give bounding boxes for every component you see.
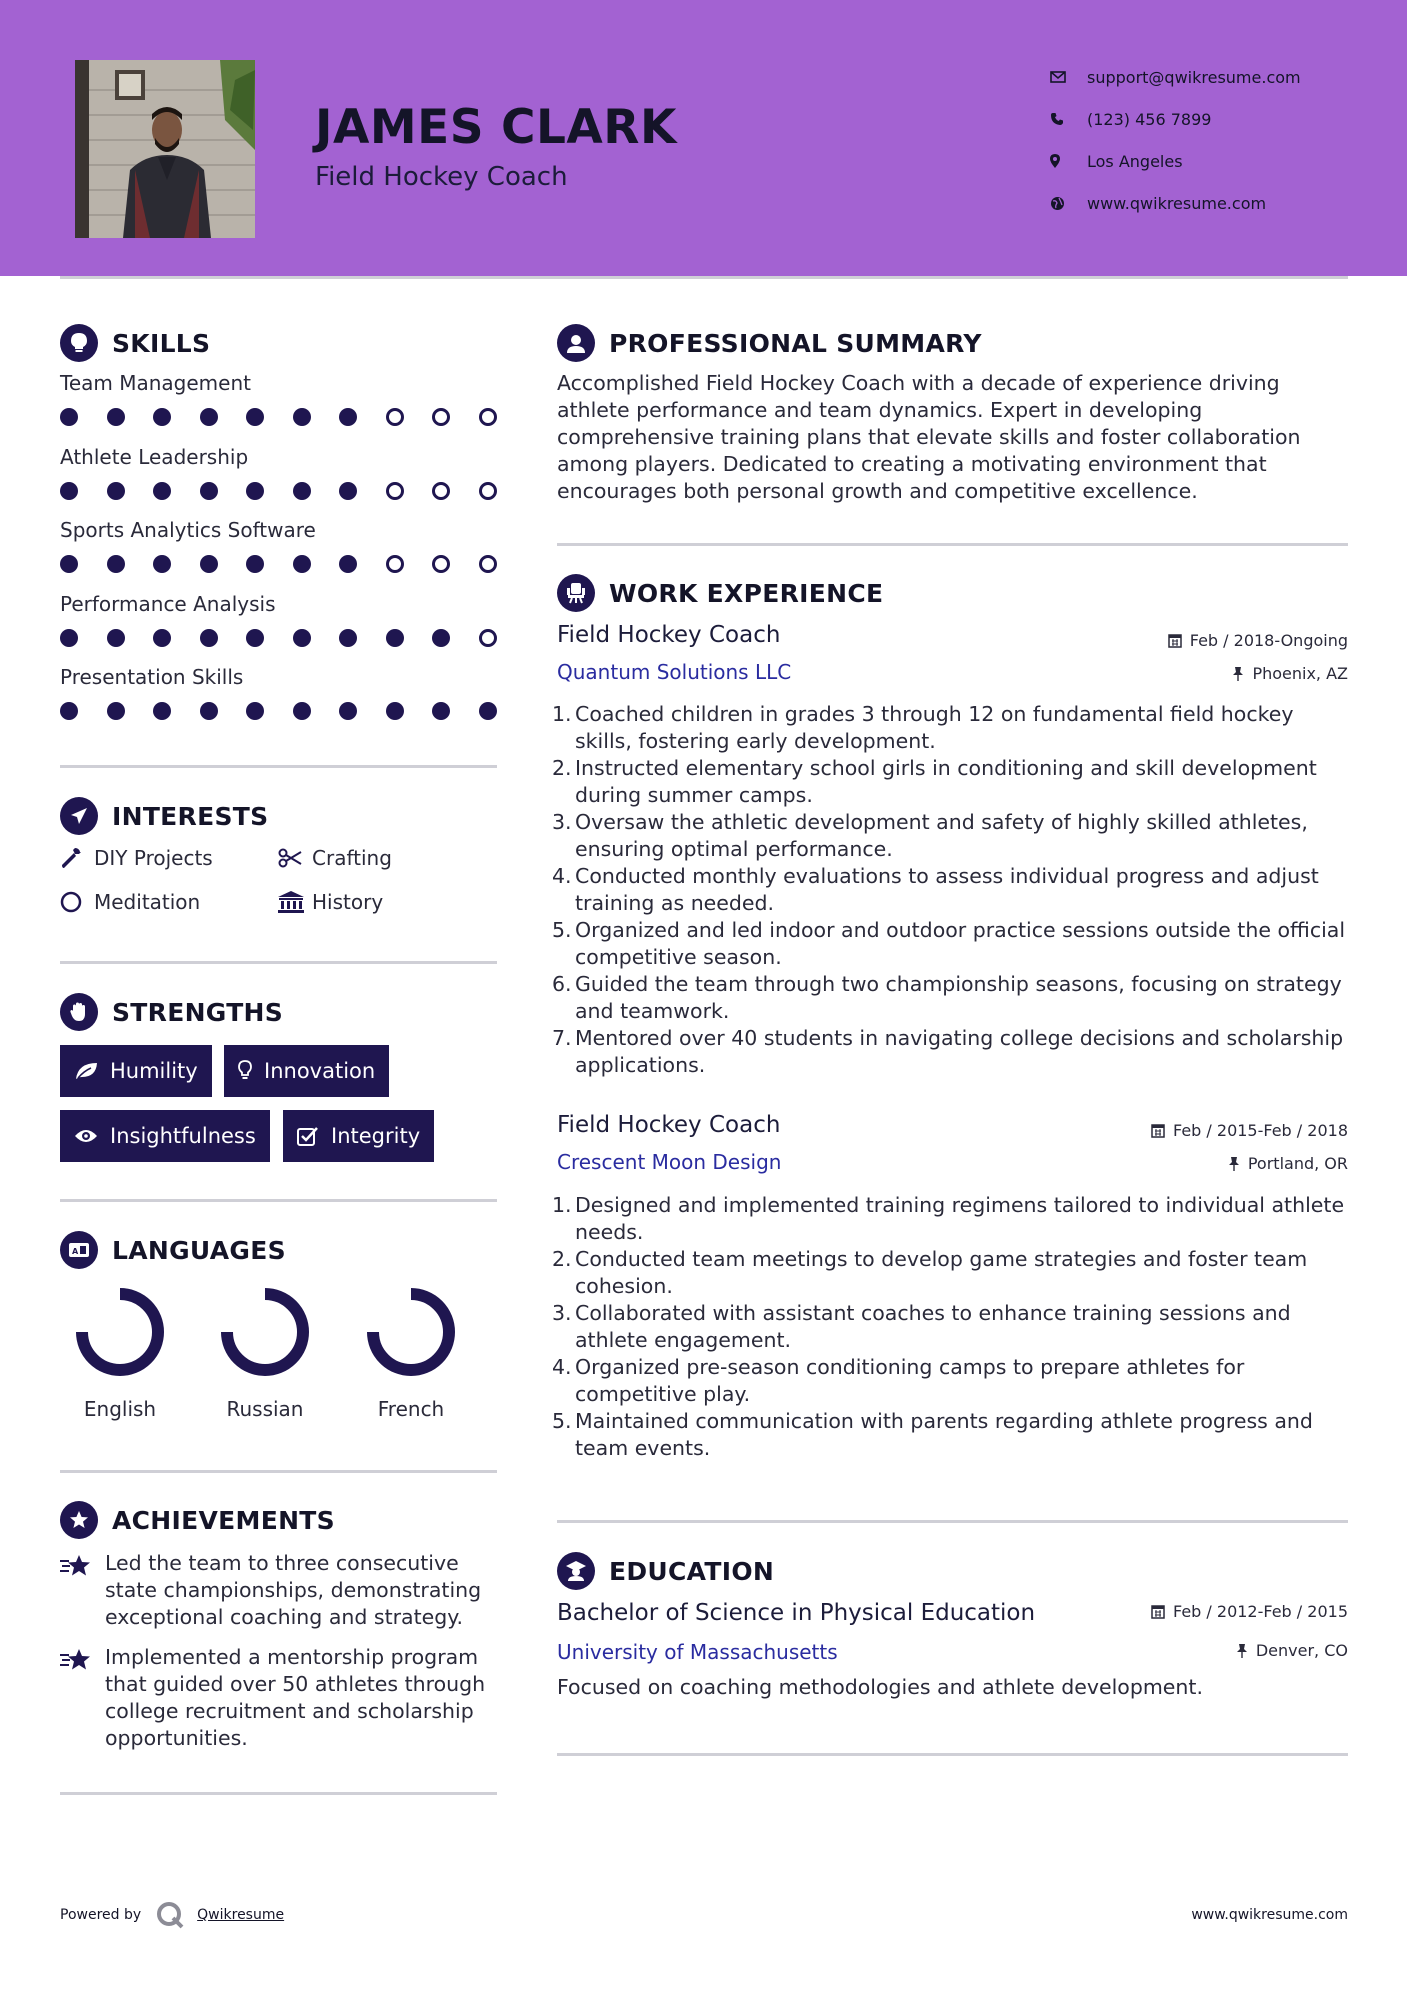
- achievements-title: ACHIEVEMENTS: [112, 1505, 335, 1535]
- qwikresume-logo-icon: [155, 1900, 185, 1930]
- achievements-divider: [60, 1792, 497, 1795]
- list-number: 2.: [552, 1247, 572, 1271]
- globe-icon: [1050, 193, 1087, 213]
- responsibility-item: [552, 1408, 1355, 1462]
- rating-dot-filled: [432, 629, 450, 647]
- language-gauge: [336, 1282, 486, 1382]
- responsibility-text: Collaborated with assistant coaches to enhance training sessions and athlete engagement.: [575, 1301, 1291, 1352]
- rating-dot-filled: [246, 629, 264, 647]
- rating-dot-filled: [153, 702, 171, 720]
- envelope-icon: [1050, 67, 1087, 87]
- profile-photo: [75, 60, 255, 238]
- job-dates-text: Feb / 2015-Feb / 2018: [1173, 1121, 1348, 1140]
- rating-dot-filled: [200, 408, 218, 426]
- rating-dot-empty: [432, 408, 450, 426]
- language-item: [45, 1282, 195, 1421]
- job-title: Field Hockey Coach: [557, 1112, 781, 1138]
- list-number: 4.: [552, 1355, 572, 1379]
- contact-email-text: support@qwikresume.com: [1087, 67, 1301, 87]
- rating-dot-empty: [432, 482, 450, 500]
- responsibility-text: Conducted monthly evaluations to assess individual progress and adjust training as needed.: [575, 864, 1319, 915]
- interest-label: Crafting: [312, 846, 392, 870]
- rating-dot-filled: [60, 482, 78, 500]
- language-icon: [60, 1231, 98, 1269]
- user-icon: [557, 324, 595, 362]
- rating-dot-filled: [200, 482, 218, 500]
- job-responsibilities: [552, 1192, 1355, 1462]
- skill-rating: [60, 408, 500, 428]
- education-dates-text: Feb / 2012-Feb / 2015: [1173, 1602, 1348, 1621]
- rating-dot-filled: [246, 702, 264, 720]
- responsibility-item: [552, 1300, 1355, 1354]
- rating-dot-filled: [60, 408, 78, 426]
- contact-email[interactable]: [1050, 56, 1390, 98]
- rating-dot-filled: [153, 555, 171, 573]
- strengths-heading: [60, 993, 283, 1031]
- skill-name: Presentation Skills: [60, 665, 244, 689]
- contact-location-text: Los Angeles: [1087, 151, 1183, 171]
- rating-dot-filled: [246, 555, 264, 573]
- languages-title: LANGUAGES: [112, 1235, 286, 1265]
- responsibility-item: [552, 809, 1355, 863]
- leaf-icon: [74, 1061, 98, 1081]
- education-title: EDUCATION: [609, 1556, 775, 1586]
- responsibility-text: Mentored over 40 students in navigating college decisions and scholarship applications.: [575, 1026, 1344, 1077]
- skill-name: Athlete Leadership: [60, 444, 249, 469]
- contact-list: [1050, 56, 1390, 224]
- responsibility-text: Guided the team through two championship seasons, focusing on strategy and teamwork.: [575, 972, 1342, 1023]
- education-heading: [557, 1552, 774, 1590]
- responsibility-item: [552, 971, 1355, 1025]
- hand-icon: [60, 993, 98, 1031]
- rating-dot-filled: [153, 482, 171, 500]
- lightbulb-icon: [60, 324, 98, 362]
- rating-dot-empty: [386, 482, 404, 500]
- skill-rating: [60, 555, 500, 575]
- wrench-icon: [60, 847, 94, 869]
- responsibility-text: Oversaw the athletic development and safety of highly skilled athletes, ensuring optimal performance.: [575, 810, 1308, 861]
- contact-phone-text: (123) 456 7899: [1087, 109, 1212, 129]
- resume-header: [0, 0, 1407, 276]
- rating-dot-empty: [432, 555, 450, 573]
- rating-dot-filled: [339, 555, 357, 573]
- language-name: French: [377, 1397, 445, 1421]
- paper-plane-icon: [60, 797, 98, 835]
- rating-dot-filled: [339, 482, 357, 500]
- interests-divider: [60, 961, 497, 964]
- languages-divider: [60, 1470, 497, 1473]
- degree-title: Bachelor of Science in Physical Education: [557, 1600, 1036, 1626]
- rating-dot-filled: [246, 482, 264, 500]
- rating-dot-filled: [153, 629, 171, 647]
- strength-badge: [60, 1045, 212, 1097]
- education-divider: [557, 1753, 1348, 1756]
- rating-dot-filled: [153, 408, 171, 426]
- rating-dot-filled: [107, 482, 125, 500]
- job-location: [1228, 1154, 1348, 1173]
- rating-dot-empty: [479, 408, 497, 426]
- interests-title: INTERESTS: [112, 801, 269, 831]
- job-title: Field Hockey Coach: [557, 622, 781, 648]
- rating-dot-filled: [386, 702, 404, 720]
- interest-label: History: [312, 890, 384, 914]
- rating-dot-empty: [386, 408, 404, 426]
- rating-dot-filled: [339, 702, 357, 720]
- list-number: 6.: [552, 972, 572, 996]
- language-name: Russian: [226, 1397, 304, 1421]
- list-number: 3.: [552, 810, 572, 834]
- interest-label: Meditation: [94, 890, 201, 914]
- rating-dot-filled: [432, 702, 450, 720]
- experience-heading: [557, 574, 883, 612]
- list-number: 5.: [552, 918, 572, 942]
- phone-icon: [1050, 109, 1087, 129]
- responsibility-item: [552, 1192, 1355, 1246]
- list-number: 1.: [552, 702, 572, 726]
- pushpin-icon: [1232, 666, 1244, 681]
- eye-icon: [74, 1128, 98, 1144]
- education-dates: [1151, 1602, 1348, 1621]
- strength-badge: [60, 1110, 270, 1162]
- responsibility-item: [552, 863, 1355, 917]
- lightbulb-icon: [238, 1060, 252, 1082]
- graduate-icon: [557, 1552, 595, 1590]
- pushpin-icon: [1228, 1156, 1240, 1171]
- responsibility-text: Organized pre-season conditioning camps to prepare athletes for competitive play.: [575, 1355, 1245, 1406]
- achievement-item: [60, 1550, 500, 1631]
- education-description: Focused on coaching methodologies and athlete development.: [557, 1675, 1203, 1699]
- list-number: 1.: [552, 1193, 572, 1217]
- job-company: Crescent Moon Design: [557, 1150, 782, 1174]
- education-location: [1236, 1641, 1348, 1660]
- language-gauge-arc: [373, 1294, 449, 1370]
- rating-dot-filled: [293, 482, 311, 500]
- rating-dot-filled: [200, 555, 218, 573]
- language-gauge: [190, 1282, 340, 1382]
- language-name: English: [83, 1397, 157, 1421]
- strength-badge: [224, 1045, 389, 1097]
- strength-label: Innovation: [264, 1059, 376, 1083]
- interest-item: [278, 846, 392, 870]
- responsibility-item: [552, 917, 1355, 971]
- rating-dot-filled: [293, 408, 311, 426]
- summary-title: PROFESSIONAL SUMMARY: [609, 328, 982, 358]
- language-item: [336, 1282, 486, 1421]
- circle-icon: [60, 891, 94, 913]
- rating-dot-filled: [479, 702, 497, 720]
- achievement-item: [60, 1644, 500, 1752]
- job-dates: [1168, 631, 1348, 650]
- rating-dot-filled: [107, 702, 125, 720]
- list-number: 4.: [552, 864, 572, 888]
- header-divider: [60, 276, 1348, 279]
- rating-dot-filled: [339, 408, 357, 426]
- strengths-divider: [60, 1199, 497, 1202]
- rating-dot-filled: [60, 702, 78, 720]
- responsibility-text: Instructed elementary school girls in conditioning and skill development during summer camps.: [575, 756, 1317, 807]
- skills-divider: [60, 765, 497, 768]
- education-location-text: Denver, CO: [1255, 1641, 1348, 1660]
- job-company: Quantum Solutions LLC: [557, 660, 792, 684]
- strengths-title: STRENGTHS: [112, 997, 284, 1027]
- language-gauge-arc: [227, 1294, 303, 1370]
- responsibility-text: Designed and implemented training regimens tailored to individual athlete needs.: [575, 1193, 1345, 1244]
- job-dates-text: Feb / 2018-Ongoing: [1189, 631, 1348, 650]
- summary-heading: [557, 324, 982, 362]
- rating-dot-filled: [200, 702, 218, 720]
- job-location: [1232, 664, 1348, 683]
- experience-title: WORK EXPERIENCE: [609, 578, 884, 608]
- skill-rating: [60, 482, 500, 502]
- experience-divider: [557, 1520, 1348, 1523]
- strength-label: Integrity: [331, 1124, 421, 1148]
- checkbox-icon: [297, 1126, 319, 1146]
- scissors-icon: [278, 848, 312, 868]
- job-dates: [1151, 1121, 1348, 1140]
- interest-label: DIY Projects: [94, 846, 213, 870]
- contact-location: [1050, 140, 1390, 182]
- star-icon: [60, 1550, 105, 1631]
- achievement-text: Implemented a mentorship program that guided over 50 athletes through college recruitment and scholarship opportunities.: [105, 1645, 486, 1750]
- powered-by-text: Powered by: [60, 1907, 142, 1923]
- skill-name: Team Management: [60, 371, 251, 395]
- responsibility-item: [552, 1246, 1355, 1300]
- contact-website[interactable]: [1050, 182, 1390, 224]
- job-location-text: Phoenix, AZ: [1252, 664, 1348, 683]
- skill-name: Sports Analytics Software: [60, 518, 316, 542]
- candidate-name: JAMES CLARK: [315, 100, 677, 155]
- strength-badge: [283, 1110, 434, 1162]
- list-number: 7.: [552, 1026, 572, 1050]
- contact-phone[interactable]: [1050, 98, 1390, 140]
- job-responsibilities: [552, 701, 1355, 1079]
- achievement-text: Led the team to three consecutive state championships, demonstrating exceptional coaching and strategy.: [105, 1551, 482, 1629]
- rating-dot-empty: [479, 482, 497, 500]
- summary-divider: [557, 543, 1348, 546]
- rating-dot-filled: [60, 629, 78, 647]
- list-number: 3.: [552, 1301, 572, 1325]
- interest-item: [60, 846, 213, 870]
- calendar-icon: [1151, 1123, 1165, 1138]
- rating-dot-filled: [246, 408, 264, 426]
- rating-dot-filled: [107, 408, 125, 426]
- pushpin-icon: [1236, 1643, 1248, 1658]
- calendar-icon: [1151, 1604, 1165, 1619]
- interests-heading: [60, 797, 268, 835]
- rating-dot-filled: [107, 629, 125, 647]
- star-badge-icon: [60, 1501, 98, 1539]
- rating-dot-empty: [479, 555, 497, 573]
- briefcase-chair-icon: [557, 574, 595, 612]
- footer-url[interactable]: www.qwikresume.com: [1191, 1907, 1348, 1923]
- responsibility-text: Organized and led indoor and outdoor practice sessions outside the official competitive season.: [575, 918, 1346, 969]
- school-name: University of Massachusetts: [557, 1640, 838, 1664]
- skills-heading: [60, 324, 210, 362]
- skill-rating: [60, 702, 500, 722]
- achievements-heading: [60, 1501, 335, 1539]
- contact-website-text: www.qwikresume.com: [1087, 193, 1267, 213]
- responsibility-text: Conducted team meetings to develop game strategies and foster team cohesion.: [575, 1247, 1308, 1298]
- language-gauge: [45, 1282, 195, 1382]
- rating-dot-filled: [293, 702, 311, 720]
- language-gauge-arc: [82, 1294, 158, 1370]
- interest-item: [60, 890, 200, 914]
- rating-dot-filled: [107, 555, 125, 573]
- skill-name: Performance Analysis: [60, 591, 276, 616]
- skill-rating: [60, 629, 500, 649]
- responsibility-item: [552, 701, 1355, 755]
- qwikresume-link[interactable]: Qwikresume: [197, 1907, 285, 1923]
- rating-dot-filled: [293, 629, 311, 647]
- star-icon: [60, 1644, 105, 1752]
- calendar-icon: [1168, 633, 1182, 648]
- rating-dot-filled: [386, 629, 404, 647]
- list-number: 2.: [552, 756, 572, 780]
- skills-title: SKILLS: [112, 328, 211, 358]
- rating-dot-filled: [200, 629, 218, 647]
- interest-item: [278, 890, 383, 914]
- summary-text: Accomplished Field Hockey Coach with a decade of experience driving athlete performance and team dynamics. Expert in developing comprehensive training plans that elevate skills and foster collaboration among players. Dedicated to creating a motivating environment that encourages both personal growth and competitive excellence.: [557, 371, 1301, 503]
- language-item: [190, 1282, 340, 1421]
- responsibility-item: [552, 755, 1355, 809]
- list-number: 5.: [552, 1409, 572, 1433]
- rating-dot-filled: [293, 555, 311, 573]
- footer-powered-by: [60, 1900, 284, 1930]
- rating-dot-empty: [386, 555, 404, 573]
- museum-icon: [278, 891, 312, 913]
- responsibility-text: Maintained communication with parents regarding athlete progress and team events.: [575, 1409, 1313, 1460]
- strength-label: Insightfulness: [110, 1124, 256, 1148]
- rating-dot-empty: [479, 629, 497, 647]
- job-location-text: Portland, OR: [1247, 1154, 1348, 1173]
- rating-dot-filled: [60, 555, 78, 573]
- responsibility-item: [552, 1025, 1355, 1079]
- rating-dot-filled: [339, 629, 357, 647]
- svg-text:A: A: [72, 1247, 79, 1256]
- responsibility-item: [552, 1354, 1355, 1408]
- languages-heading: [60, 1231, 286, 1269]
- map-pin-icon: [1050, 151, 1087, 171]
- candidate-title: Field Hockey Coach: [315, 162, 568, 192]
- responsibility-text: Coached children in grades 3 through 12 on fundamental field hockey skills, fostering early development.: [575, 702, 1294, 753]
- strength-label: Humility: [110, 1059, 198, 1083]
